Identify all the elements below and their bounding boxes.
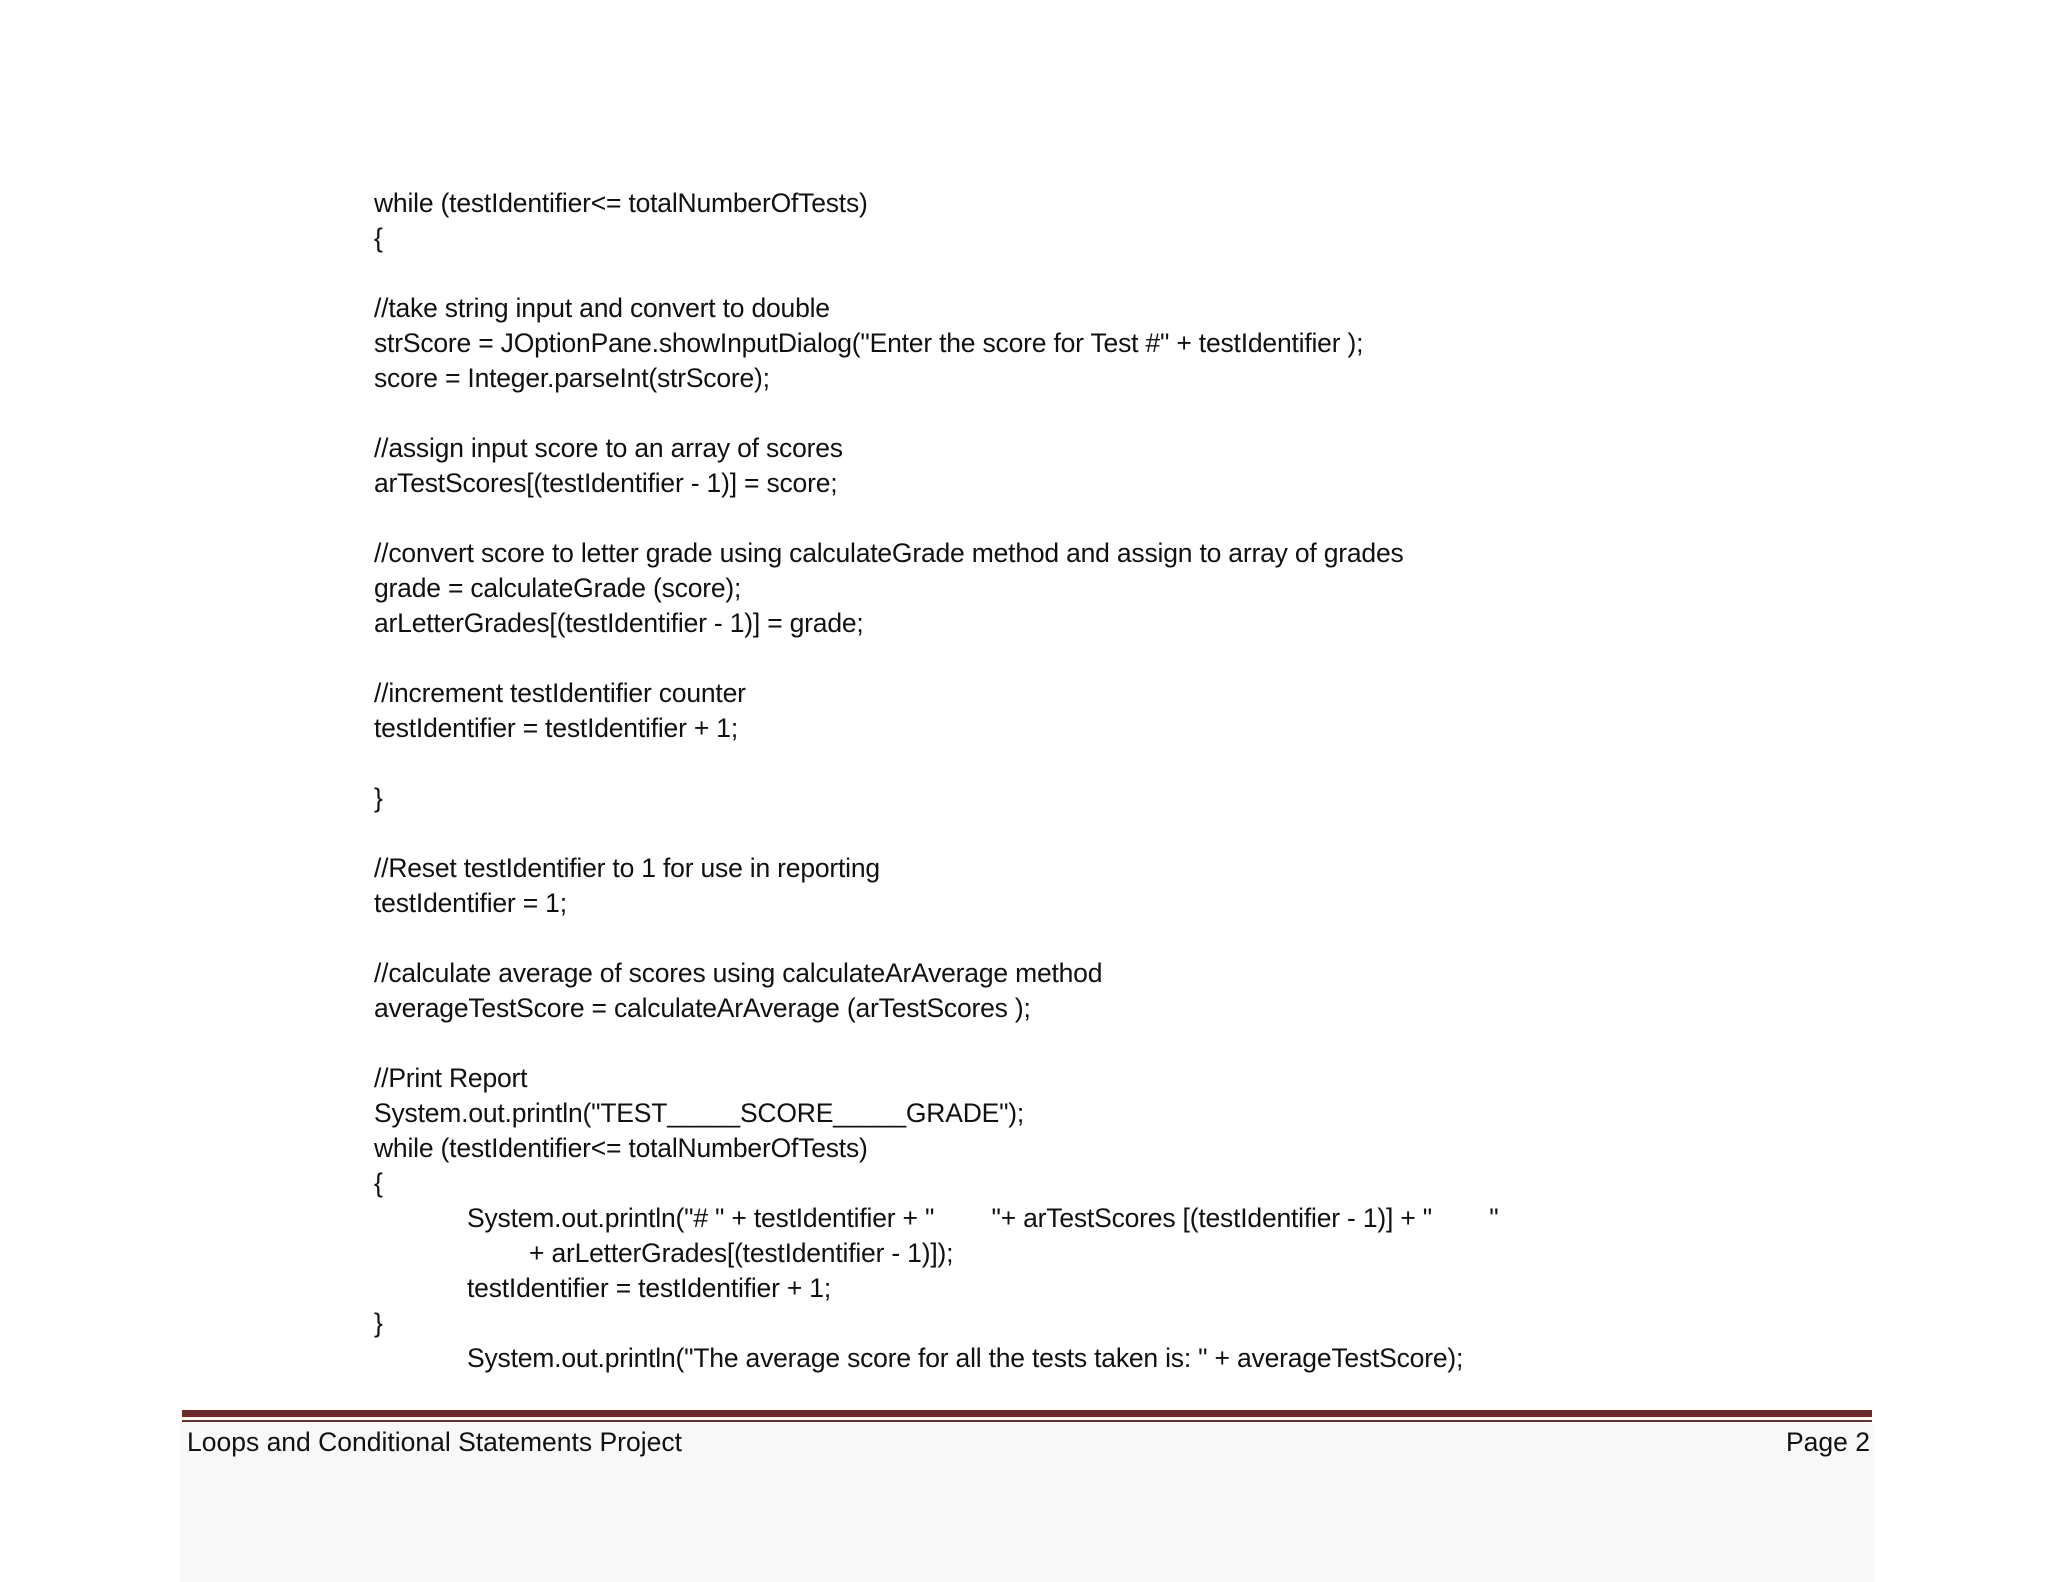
code-line: System.out.println("The average score for all the tests taken is: " + averageTestScore); [467, 1343, 1464, 1373]
code-line: } [374, 1308, 383, 1338]
blank-line [374, 816, 1774, 851]
footer-page-number: Page 2 [1786, 1427, 1870, 1457]
code-line: arTestScores[(testIdentifier - 1)] = score; [374, 468, 838, 498]
footer-rule [182, 1410, 1872, 1417]
code-line: System.out.println("TEST_____SCORE_____GRADE"); [374, 1098, 1025, 1128]
code-line: + arLetterGrades[(testIdentifier - 1)]); [529, 1238, 954, 1268]
code-line: while (testIdentifier<= totalNumberOfTests) [374, 1133, 868, 1163]
code-line: //assign input score to an array of scores [374, 433, 843, 463]
code-line: testIdentifier = 1; [374, 888, 567, 918]
code-line: //Reset testIdentifier to 1 for use in reporting [374, 853, 880, 883]
code-line: { [374, 1168, 383, 1198]
blank-line [374, 256, 1774, 291]
code-line: } [374, 783, 383, 813]
code-line: //take string input and convert to double [374, 293, 830, 323]
code-line: strScore = JOptionPane.showInputDialog("Enter the score for Test #" + testIdentifier ); [374, 328, 1364, 358]
code-line: grade = calculateGrade (score); [374, 573, 742, 603]
code-line: { [374, 223, 383, 253]
blank-line [374, 1026, 1774, 1061]
code-line: //calculate average of scores using calculateArAverage method [374, 958, 1103, 988]
code-line: testIdentifier = testIdentifier + 1; [374, 713, 739, 743]
code-line: //convert score to letter grade using calculateGrade method and assign to array of grades [374, 538, 1404, 568]
code-line: score = Integer.parseInt(strScore); [374, 363, 770, 393]
code-line: averageTestScore = calculateArAverage (arTestScores ); [374, 993, 1031, 1023]
footer-rule-secondary [182, 1420, 1872, 1422]
blank-line [374, 921, 1774, 956]
code-line: arLetterGrades[(testIdentifier - 1)] = grade; [374, 608, 864, 638]
code-listing [374, 186, 1774, 1376]
blank-line [374, 501, 1774, 536]
footer-document-title: Loops and Conditional Statements Project [187, 1427, 682, 1457]
code-line: //increment testIdentifier counter [374, 678, 746, 708]
code-line: while (testIdentifier<= totalNumberOfTests) [374, 188, 868, 218]
code-line: System.out.println("# " + testIdentifier + " "+ arTestScores [(testIdentifier - 1)] + " " [467, 1203, 1499, 1233]
code-line: //Print Report [374, 1063, 528, 1093]
blank-line [374, 641, 1774, 676]
blank-line [374, 746, 1774, 781]
code-line: testIdentifier = testIdentifier + 1; [467, 1273, 832, 1303]
blank-line [374, 396, 1774, 431]
